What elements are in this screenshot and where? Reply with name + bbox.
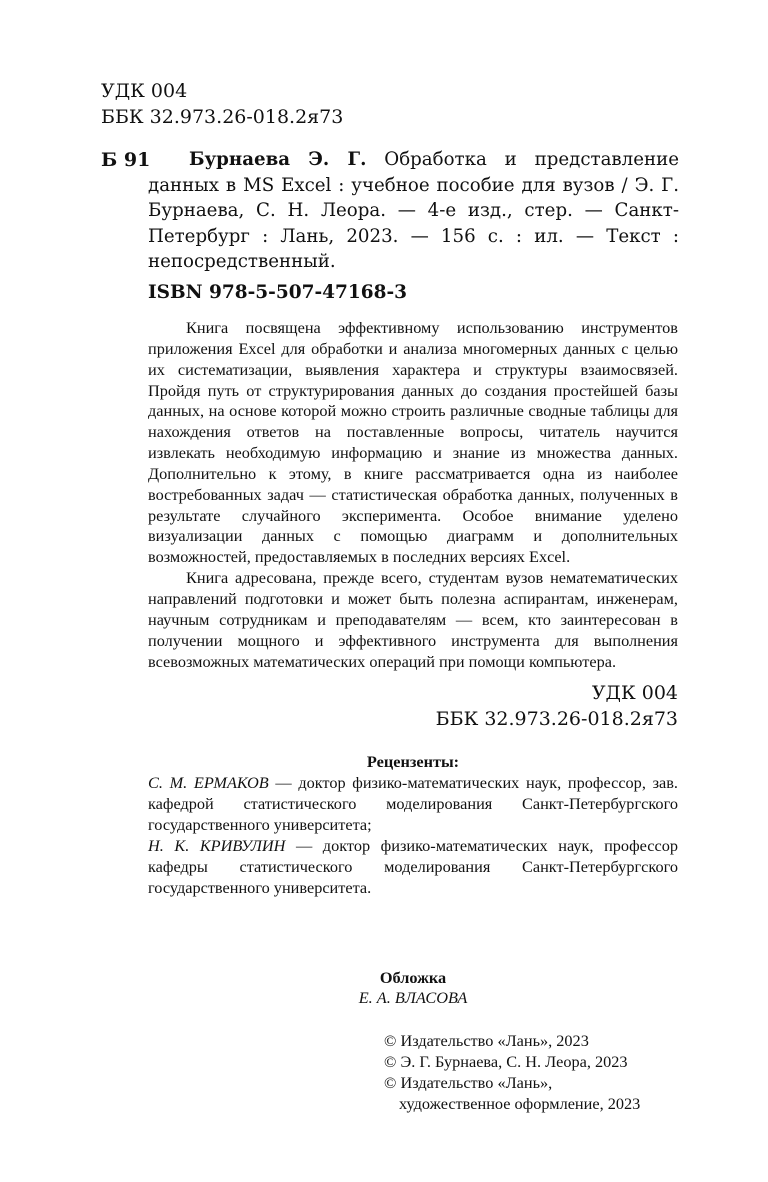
cover-heading: Обложка	[379, 968, 447, 987]
reviewer-credentials: — доктор физико-математических наук, профессор кафедры статистического моделирования Санкт-Петербургского государственного университета.	[148, 835, 678, 897]
reviewer-name: Н. К. КРИВУЛИН	[148, 835, 286, 855]
classification-codes-top	[101, 78, 343, 130]
reviewer-entry	[148, 836, 678, 899]
bibliographic-description	[148, 147, 679, 275]
description-text: Обработка и представление данных в MS Excel : учебное пособие для вузов / Э. Г. Бурнаева, С. Н. Леора. — 4-е изд., стер. — Санкт-Петербург : Лань, 2023. — 156 с. : ил. — Текст : непосредственный.	[148, 149, 679, 272]
annotation	[148, 318, 678, 672]
reviewer-name: С. М. ЕРМАКОВ	[148, 773, 269, 792]
reviewers-list	[148, 773, 678, 898]
annotation-paragraph: Книга адресована, прежде всего, студентам вузов нематематических направлений подготовки и может быть полезна аспирантам, инженерам, научным сотрудникам и преподавателям — всем, кто заинтересован в получении мощного и эффективного инструмента для выполнения всевозможных математических операций при помощи компьютера.	[148, 568, 678, 671]
udk-code: УДК 004	[101, 80, 188, 102]
annotation-paragraph: Книга посвящена эффективному использованию инструментов приложения Excel для обработки и анализа многомерных данных с целью их систематизации, выявления характера и структуры взаимосвязей. Пройдя путь от структурирования данных до создания простейшей базы данных, на основе которой можно строить различные сводные таблицы для нахождения ответов на поставленные вопросы, читатель научится извлекать необходимую информацию и знание из множества данных. Дополнительно к этому, в книге рассматривается одна из наиболее востребованных задач — статистическая обработка данных, полученных в результате случайного эксперимента. Особое внимание уделено визуализации данных с помощью диаграмм и дополнительных возможностей, предоставляемых в последних версиях Excel.	[148, 318, 678, 567]
udk-code: УДК 004	[591, 682, 678, 704]
isbn: ISBN 978-5-507-47168-3	[148, 282, 408, 303]
classification-codes-bottom	[436, 680, 678, 732]
author-name: Бурнаева Э. Г.	[189, 149, 367, 170]
copyright-line: © Э. Г. Бурнаева, С. Н. Леора, 2023	[384, 1052, 628, 1071]
bbk-code: ББК 32.973.26-018.2я73	[435, 708, 678, 730]
cover-artist: Е. А. ВЛАСОВА	[358, 988, 468, 1007]
reviewer-entry	[148, 773, 678, 836]
copyright-line: художественное оформление, 2023	[399, 1094, 641, 1113]
copyright-line: © Издательство «Лань»,	[384, 1073, 553, 1092]
bbk-code: ББК 32.973.26-018.2я73	[101, 106, 344, 128]
reviewer-credentials: — доктор физико-математических наук, профессор, зав. кафедрой статистического моделирования Санкт-Петербургского государственного университета;	[148, 773, 678, 834]
reviewers-heading: Рецензенты:	[366, 752, 460, 771]
copyright-notices	[384, 1030, 684, 1114]
author-code: Б 91	[101, 149, 151, 171]
copyright-line: © Издательство «Лань», 2023	[384, 1031, 589, 1050]
